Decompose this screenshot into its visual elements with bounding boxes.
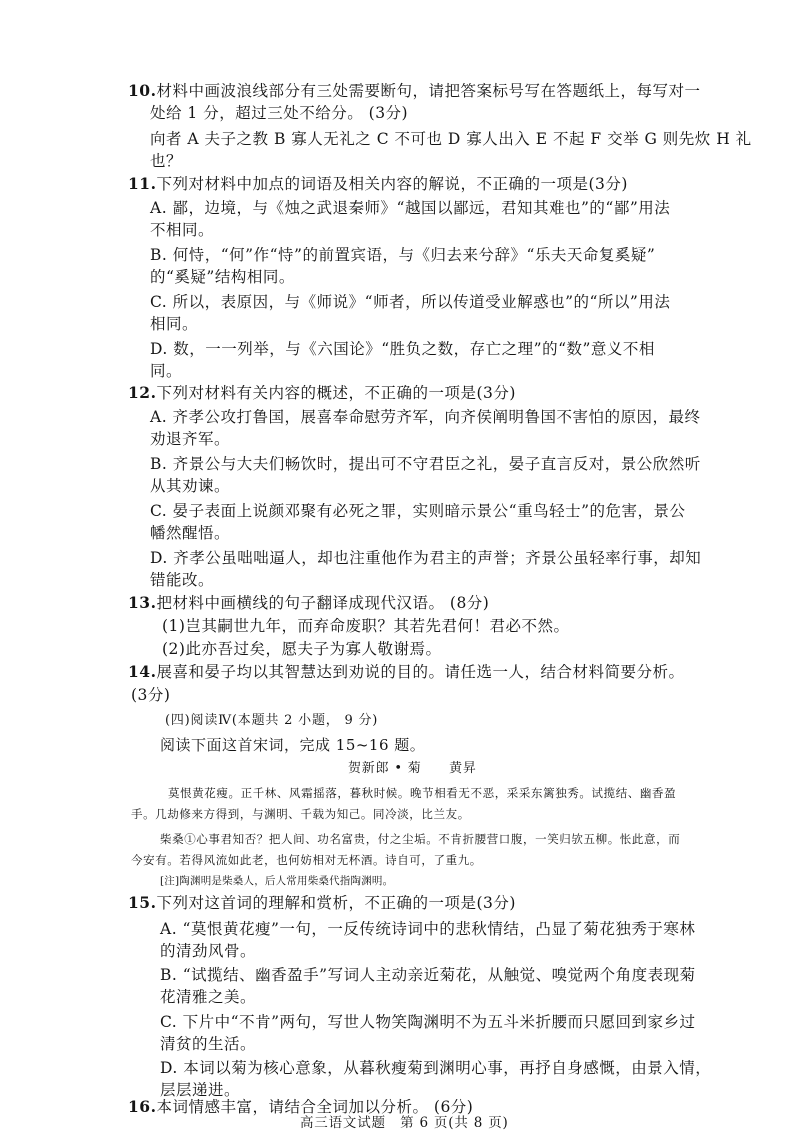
question-number: 12. <box>128 383 157 402</box>
question-12-option-b-cont: 从其劝谏。 <box>150 477 231 495</box>
poem-title: 贺新郎 • 菊 黄昇 <box>348 761 477 776</box>
question-15-option-b-cont: 花清雅之美。 <box>160 988 257 1006</box>
poem-verse-1: 莫恨黄花瘦。正千林、风霜摇落，暮秋时候。晚节相看无不恶，采采东篱独秀。试揽结、幽香盈 <box>168 786 677 800</box>
question-12-option-b: B. 齐景公与大夫们畅饮时，提出可不守君臣之礼，晏子直言反对，景公欣然听 <box>150 455 701 473</box>
question-12-option-d: D. 齐孝公虽咄咄逼人，却也注重他作为君主的声誉；齐景公虽轻率行事，却知 <box>150 549 702 567</box>
question-15-option-c: C. 下片中“不肯”两句，写世人物笑陶渊明不为五斗米折腰而只愿回到家乡过 <box>160 1013 696 1031</box>
question-11-option-d-cont: 同。 <box>150 362 183 380</box>
question-11-option-d: D. 数，一一列举，与《六国论》“胜负之数，存亡之理”的“数”意义不相 <box>150 340 655 358</box>
question-16-stem: 16.本词情感丰富，请结合全词加以分析。 (6分) <box>128 1097 474 1116</box>
question-11-option-b: B. 何恃，“何”作“恃”的前置宾语，与《归去来兮辞》“乐夫天命复奚疑” <box>150 246 656 264</box>
section-intro: 阅读下面这首宋词，完成 15~16 题。 <box>160 736 426 754</box>
question-number: 16. <box>128 1097 157 1116</box>
question-number: 15. <box>128 893 157 912</box>
question-number: 13. <box>128 593 157 612</box>
question-11-stem: 11.下列对材料中加点的词语及相关内容的解说，不正确的一项是(3分) <box>128 174 628 193</box>
question-15-option-d: D. 本词以菊为核心意象，从暮秋瘦菊到渊明心事，再抒自身感慨，由景入情， <box>160 1059 712 1077</box>
question-14-score: (3分) <box>131 686 171 704</box>
poem-verse-2: 柴桑①心事君知否？把人间、功名富贵，付之尘垢。不肯折腰营口腹，一笑归欤五柳。怅此意，而 <box>160 832 681 846</box>
question-11-option-a: A. 鄙，边境，与《烛之武退秦师》“越国以鄙远，君知其难也”的“鄙”用法 <box>150 199 671 217</box>
question-11-option-c-cont: 相同。 <box>150 315 199 333</box>
question-10-stem-cont: 处给 1 分，超过三处不给分。 (3分) <box>150 104 409 122</box>
question-12-option-c-cont: 幡然醒悟。 <box>150 524 231 542</box>
poem-verse-2-cont: 今安有。若得风流如此老，也何妨相对无杯酒。诗自可，了重九。 <box>131 853 482 867</box>
question-10-passage: 向者 A 夫子之教 B 寡人无礼之 C 不可也 D 寡人出入 E 不起 F 交举 G 则先炊 H 礼 <box>150 130 752 148</box>
question-14-stem: 14.展喜和晏子均以其智慧达到劝说的目的。请任选一人，结合材料简要分析。 <box>128 662 685 681</box>
question-13-stem: 13.把材料中画横线的句子翻译成现代汉语。 (8分) <box>128 593 490 612</box>
question-15-option-a-cont: 的清劲风骨。 <box>160 942 257 960</box>
question-15-option-a: A. “莫恨黄花瘦”一句，一反传统诗词中的悲秋情结，凸显了菊花独秀于寒林 <box>160 920 696 938</box>
question-12-option-d-cont: 错能改。 <box>150 571 215 589</box>
question-15-option-d-cont: 层层递进。 <box>160 1081 241 1099</box>
section-heading: (四)阅读Ⅳ(本题共 2 小题， 9 分) <box>165 713 379 728</box>
question-13-sentence-1: (1)岂其嗣世九年，而弃命废职？其若先君何！君必不然。 <box>162 617 570 635</box>
question-15-stem: 15.下列对这首词的理解和赏析，不正确的一项是(3分) <box>128 893 516 912</box>
poem-footnote: [注]陶渊明是柴桑人，后人常用柴桑代指陶渊明。 <box>160 875 394 887</box>
question-13-sentence-2: (2)此亦吾过矣，愿夫子为寡人敬谢焉。 <box>162 640 442 658</box>
question-number: 10. <box>128 81 157 100</box>
question-15-option-b: B. “试揽结、幽香盈手”写词人主动亲近菊花，从触觉、嗅觉两个角度表现菊 <box>160 966 696 984</box>
question-12-stem: 12.下列对材料有关内容的概述，不正确的一项是(3分) <box>128 383 516 402</box>
page-footer: 高三语文试题 第 6 页(共 8 页) <box>300 1115 509 1131</box>
question-number: 14. <box>128 662 157 681</box>
question-10-stem: 10.材料中画波浪线部分有三处需要断句，请把答案标号写在答题纸上，每写对一 <box>128 81 701 100</box>
question-11-option-b-cont: 的“奚疑”结构相同。 <box>150 268 295 286</box>
question-number: 11. <box>128 174 157 193</box>
question-10-passage-cont: 也？ <box>150 152 183 170</box>
question-12-option-a-cont: 劝退齐军。 <box>150 430 231 448</box>
question-12-option-c: C. 晏子表面上说颜邓聚有必死之罪，实则暗示景公“重鸟轻士”的危害，景公 <box>150 502 686 520</box>
question-11-option-a-cont: 不相同。 <box>150 221 215 239</box>
question-12-option-a: A. 齐孝公攻打鲁国，展喜奉命慰劳齐军，向齐侯阐明鲁国不害怕的原因，最终 <box>150 408 701 426</box>
poem-verse-1-cont: 手。几劫修来方得到，与渊明、千载为知己。同冷淡，比兰友。 <box>131 807 470 821</box>
question-11-option-c: C. 所以，表原因，与《师说》“师者，所以传道受业解惑也”的“所以”用法 <box>150 293 671 311</box>
question-15-option-c-cont: 清贫的生活。 <box>160 1035 257 1053</box>
